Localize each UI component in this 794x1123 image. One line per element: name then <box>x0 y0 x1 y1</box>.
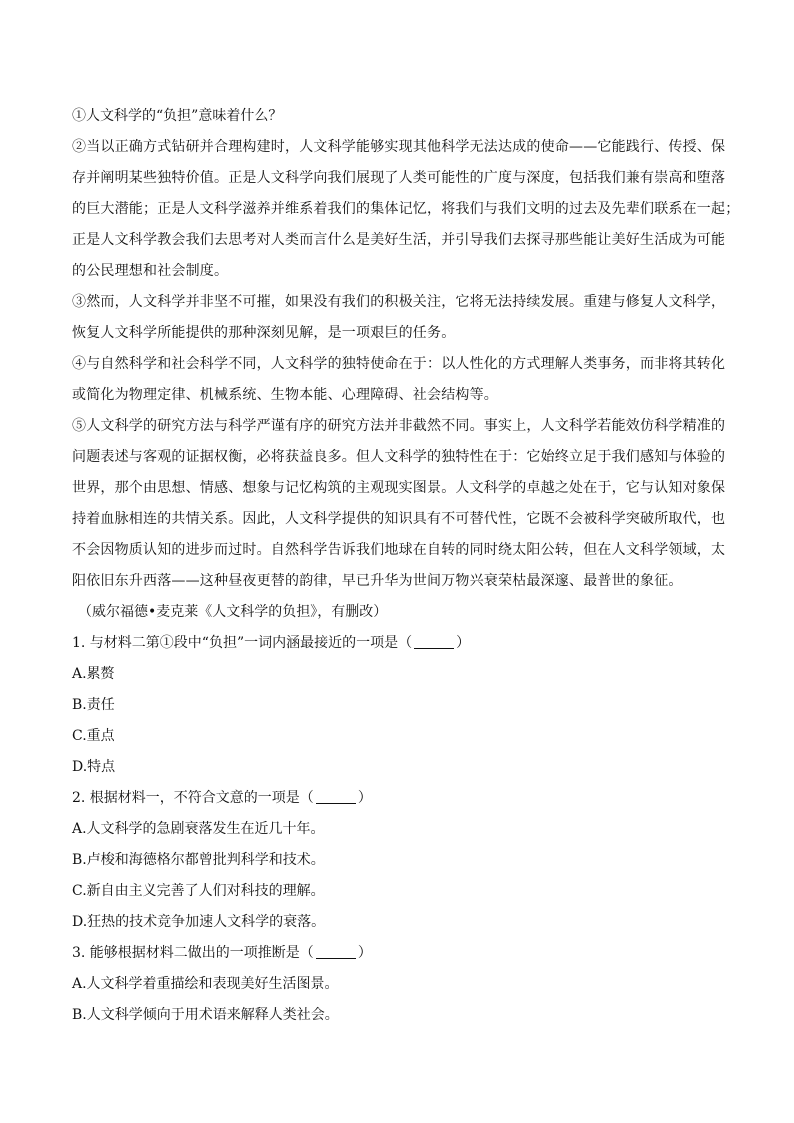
option-a: A.累赘 <box>72 666 115 682</box>
question-stem-close: ） <box>357 945 372 961</box>
question-1 <box>72 628 732 783</box>
paragraph-4 <box>72 349 732 411</box>
paragraph-line: 正是人文科学教会我们去思考对人类而言什么是美好生活，并引导我们去探寻那些能让美好生活成为可能 <box>72 232 726 248</box>
paragraph-line: 不会因物质认知的进步而过时。自然科学告诉我们地球在自转的同时绕太阳公转，但在人文科学领域，太 <box>72 542 726 558</box>
paragraph-line: ④与自然科学和社会科学不同，人文科学的独特使命在于：以人性化的方式理解人类事务，而非将其转化 <box>72 356 726 372</box>
question-stem <box>72 938 732 969</box>
paragraph-line: 阳依旧东升西落——这种昼夜更替的韵律，早已升华为世间万物兴衰荣枯最深邃、最普世的象征。 <box>72 573 683 589</box>
paragraph-line: ⑤人文科学的研究方法与科学严谨有序的研究方法并非截然不同。事实上，人文科学若能效仿科学精准的 <box>72 418 726 434</box>
option-d: D.狂热的技术竞争加速人文科学的衰落。 <box>72 914 326 930</box>
document-page <box>72 101 740 1031</box>
option-b: B.人文科学倾向于用术语来解释人类社会。 <box>72 1007 339 1023</box>
question-2 <box>72 783 732 938</box>
question-stem-close: ） <box>357 790 372 806</box>
paragraph-line: 恢复人文科学所能提供的那种深刻见解，是一项艰巨的任务。 <box>72 325 456 341</box>
paragraph-3 <box>72 287 732 349</box>
option-a: A.人文科学的急剧衰落发生在近几十年。 <box>72 821 325 837</box>
question-stem <box>72 783 732 814</box>
question-3 <box>72 938 732 1031</box>
source-citation: （威尔福德•麦克莱《人文科学的负担》，有删改） <box>78 604 388 620</box>
paragraph-line: 的巨大潜能；正是人文科学滋养并维系着我们的集体记忆，将我们与我们文明的过去及先辈们联系在一起； <box>72 201 740 217</box>
section-heading: ①人文科学的“负担”意味着什么？ <box>72 108 283 124</box>
answer-blank[interactable] <box>316 944 356 959</box>
question-stem <box>72 628 732 659</box>
paragraph-line: ②当以正确方式钻研并合理构建时，人文科学能够实现其他科学无法达成的使命——它能践行、传授、保 <box>72 139 726 155</box>
question-stem-text: 3. 能够根据材料二做出的一项推断是（ <box>72 945 314 961</box>
paragraph-line: 问题表述与客观的证据权衡，必将获益良多。但人文科学的独特性在于：它始终立足于我们感知与体验的 <box>72 449 726 465</box>
paragraph-line: 或简化为物理定律、机械系统、生物本能、心理障碍、社会结构等。 <box>72 387 498 403</box>
option-c: C.重点 <box>72 728 115 744</box>
option-a: A.人文科学着重描绘和表现美好生活图景。 <box>72 976 339 992</box>
paragraph-line: 世界，那个由思想、情感、想象与记忆构筑的主观现实图景。人文科学的卓越之处在于，它与认知对象保 <box>72 480 726 496</box>
paragraph-2 <box>72 132 740 287</box>
paragraph-line: 持着血脉相连的共情关系。因此，人文科学提供的知识具有不可替代性，它既不会被科学突破所取代，也 <box>72 511 726 527</box>
answer-blank[interactable] <box>414 634 454 649</box>
paragraph-line: ③然而，人文科学并非坚不可摧，如果没有我们的积极关注，它将无法持续发展。重建与修复人文科学， <box>72 294 726 310</box>
question-stem-text: 1. 与材料二第①段中“负担”一词内涵最接近的一项是（ <box>72 635 413 651</box>
option-d: D.特点 <box>72 759 116 775</box>
option-c: C.新自由主义完善了人们对科技的理解。 <box>72 883 325 899</box>
question-stem-text: 2. 根据材料一，不符合文意的一项是（ <box>72 790 314 806</box>
option-b: B.卢梭和海德格尔都曾批判科学和技术。 <box>72 852 325 868</box>
paragraph-line: 存并阐明某些独特价值。正是人文科学向我们展现了人类可能性的广度与深度，包括我们兼有崇高和堕落 <box>72 170 726 186</box>
answer-blank[interactable] <box>316 789 356 804</box>
paragraph-line: 的公民理想和社会制度。 <box>72 263 229 279</box>
paragraph-5 <box>72 411 732 597</box>
option-b: B.责任 <box>72 697 115 713</box>
question-stem-close: ） <box>456 635 471 651</box>
